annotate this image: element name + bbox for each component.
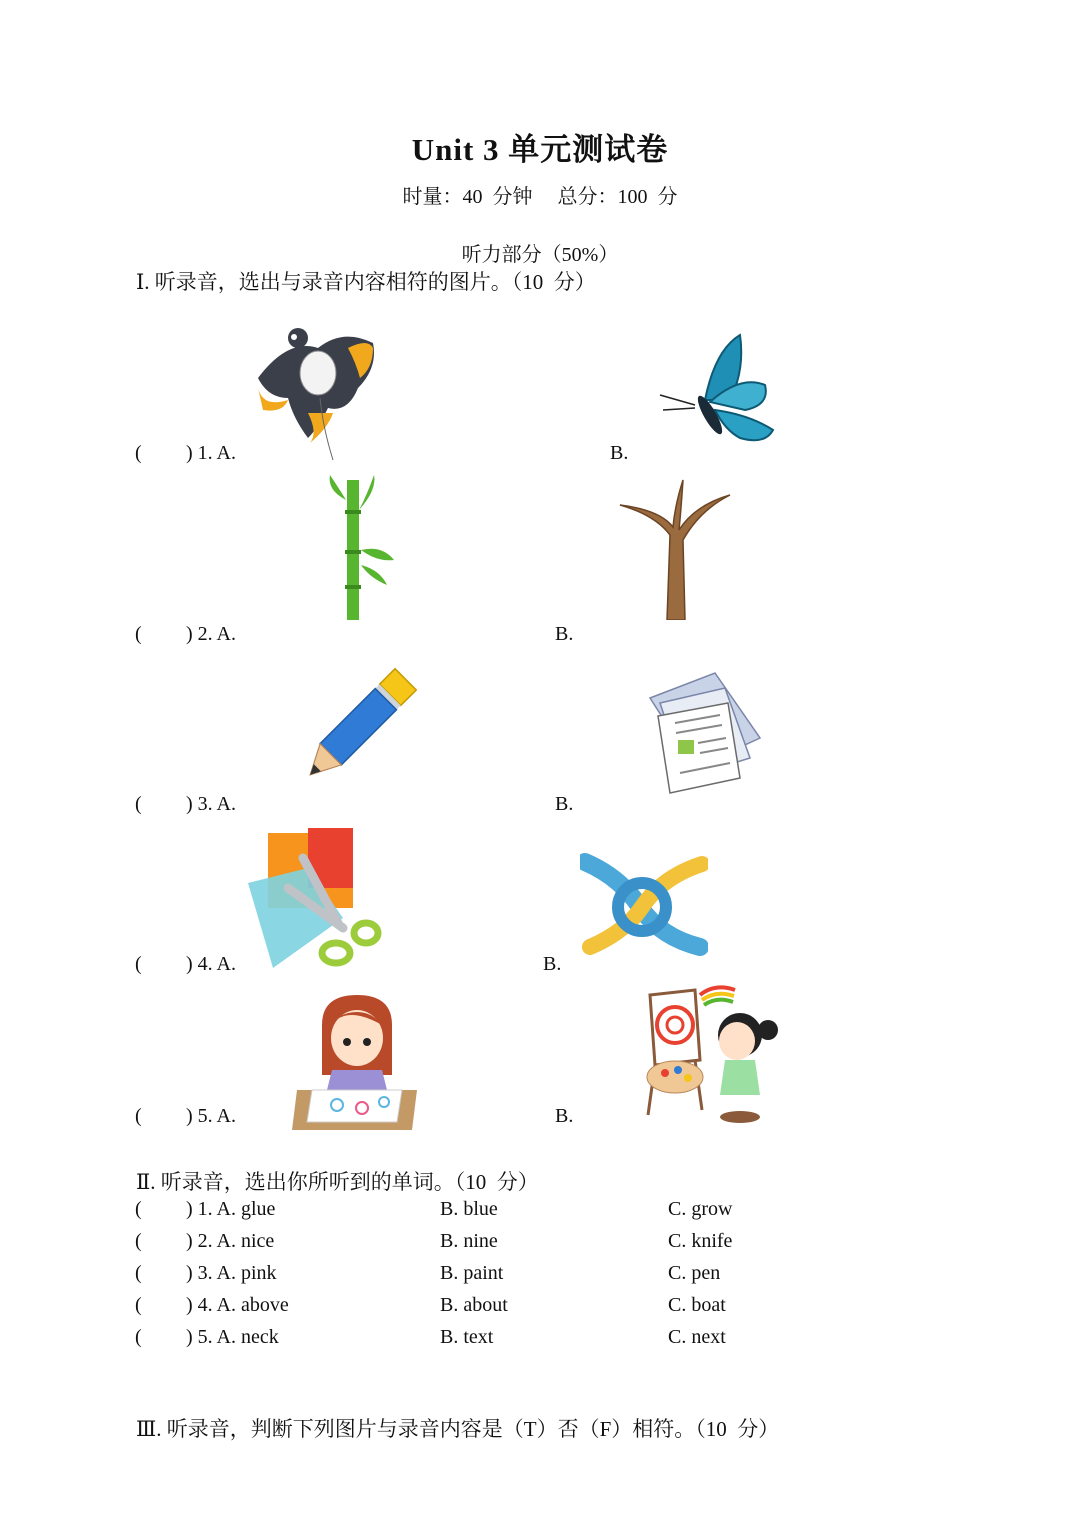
question-number: ) 5. A. xyxy=(186,1105,236,1127)
scissors-icon xyxy=(248,828,383,973)
option-c: C. grow xyxy=(668,1198,733,1220)
option-b-label: B. xyxy=(610,442,629,464)
option-b-label: B. xyxy=(555,793,574,815)
exam-info: 时量：40 分钟 总分：100 分 xyxy=(402,186,678,208)
option-b: B. paint xyxy=(440,1262,504,1284)
question-number: ) 1. A. xyxy=(186,442,236,464)
butterfly-icon xyxy=(655,330,785,450)
question-word-a: ) 3. A. pink xyxy=(186,1262,277,1284)
pencil-icon xyxy=(300,665,418,787)
kite-icon xyxy=(248,318,383,463)
question-word-a: ) 1. A. glue xyxy=(186,1198,276,1220)
option-c: C. pen xyxy=(668,1262,721,1284)
girl-drawing-icon xyxy=(292,990,422,1132)
section-2-heading: Ⅱ. 听录音，选出你所听到的单词。（10 分） xyxy=(136,1170,539,1194)
option-b-label: B. xyxy=(555,623,574,645)
answer-paren: ( xyxy=(135,953,142,975)
answer-paren: ( xyxy=(135,1326,142,1348)
option-b: B. nine xyxy=(440,1230,498,1252)
option-b: B. blue xyxy=(440,1198,498,1220)
knot-icon xyxy=(580,852,708,957)
answer-paren: ( xyxy=(135,1230,142,1252)
option-b-label: B. xyxy=(543,953,562,975)
option-b: B. text xyxy=(440,1326,494,1348)
answer-paren: ( xyxy=(135,1198,142,1220)
question-word-a: ) 4. A. above xyxy=(186,1294,289,1316)
girl-painting-icon xyxy=(640,985,780,1127)
option-c: C. knife xyxy=(668,1230,733,1252)
page-title: Unit 3 单元测试卷 xyxy=(411,132,669,167)
option-c: C. boat xyxy=(668,1294,726,1316)
question-number: ) 3. A. xyxy=(186,793,236,815)
answer-paren: ( xyxy=(135,1262,142,1284)
answer-paren: ( xyxy=(135,1294,142,1316)
option-c: C. next xyxy=(668,1326,726,1348)
question-word-a: ) 2. A. nice xyxy=(186,1230,275,1252)
option-b: B. about xyxy=(440,1294,508,1316)
tree-icon xyxy=(615,475,735,620)
option-b-label: B. xyxy=(555,1105,574,1127)
question-number: ) 2. A. xyxy=(186,623,236,645)
answer-paren: ( xyxy=(135,442,142,464)
section-3-heading: Ⅲ. 听录音，判断下列图片与录音内容是（T）否（F）相符。（10 分） xyxy=(136,1417,780,1441)
bamboo-icon xyxy=(322,470,397,622)
section-1-heading: Ⅰ. 听录音，选出与录音内容相符的图片。（10 分） xyxy=(136,270,596,294)
part-title: 听力部分（50%） xyxy=(461,244,619,266)
answer-paren: ( xyxy=(135,1105,142,1127)
answer-paren: ( xyxy=(135,623,142,645)
answer-paren: ( xyxy=(135,793,142,815)
question-number: ) 4. A. xyxy=(186,953,236,975)
paper-icon xyxy=(640,668,765,796)
question-word-a: ) 5. A. neck xyxy=(186,1326,279,1348)
